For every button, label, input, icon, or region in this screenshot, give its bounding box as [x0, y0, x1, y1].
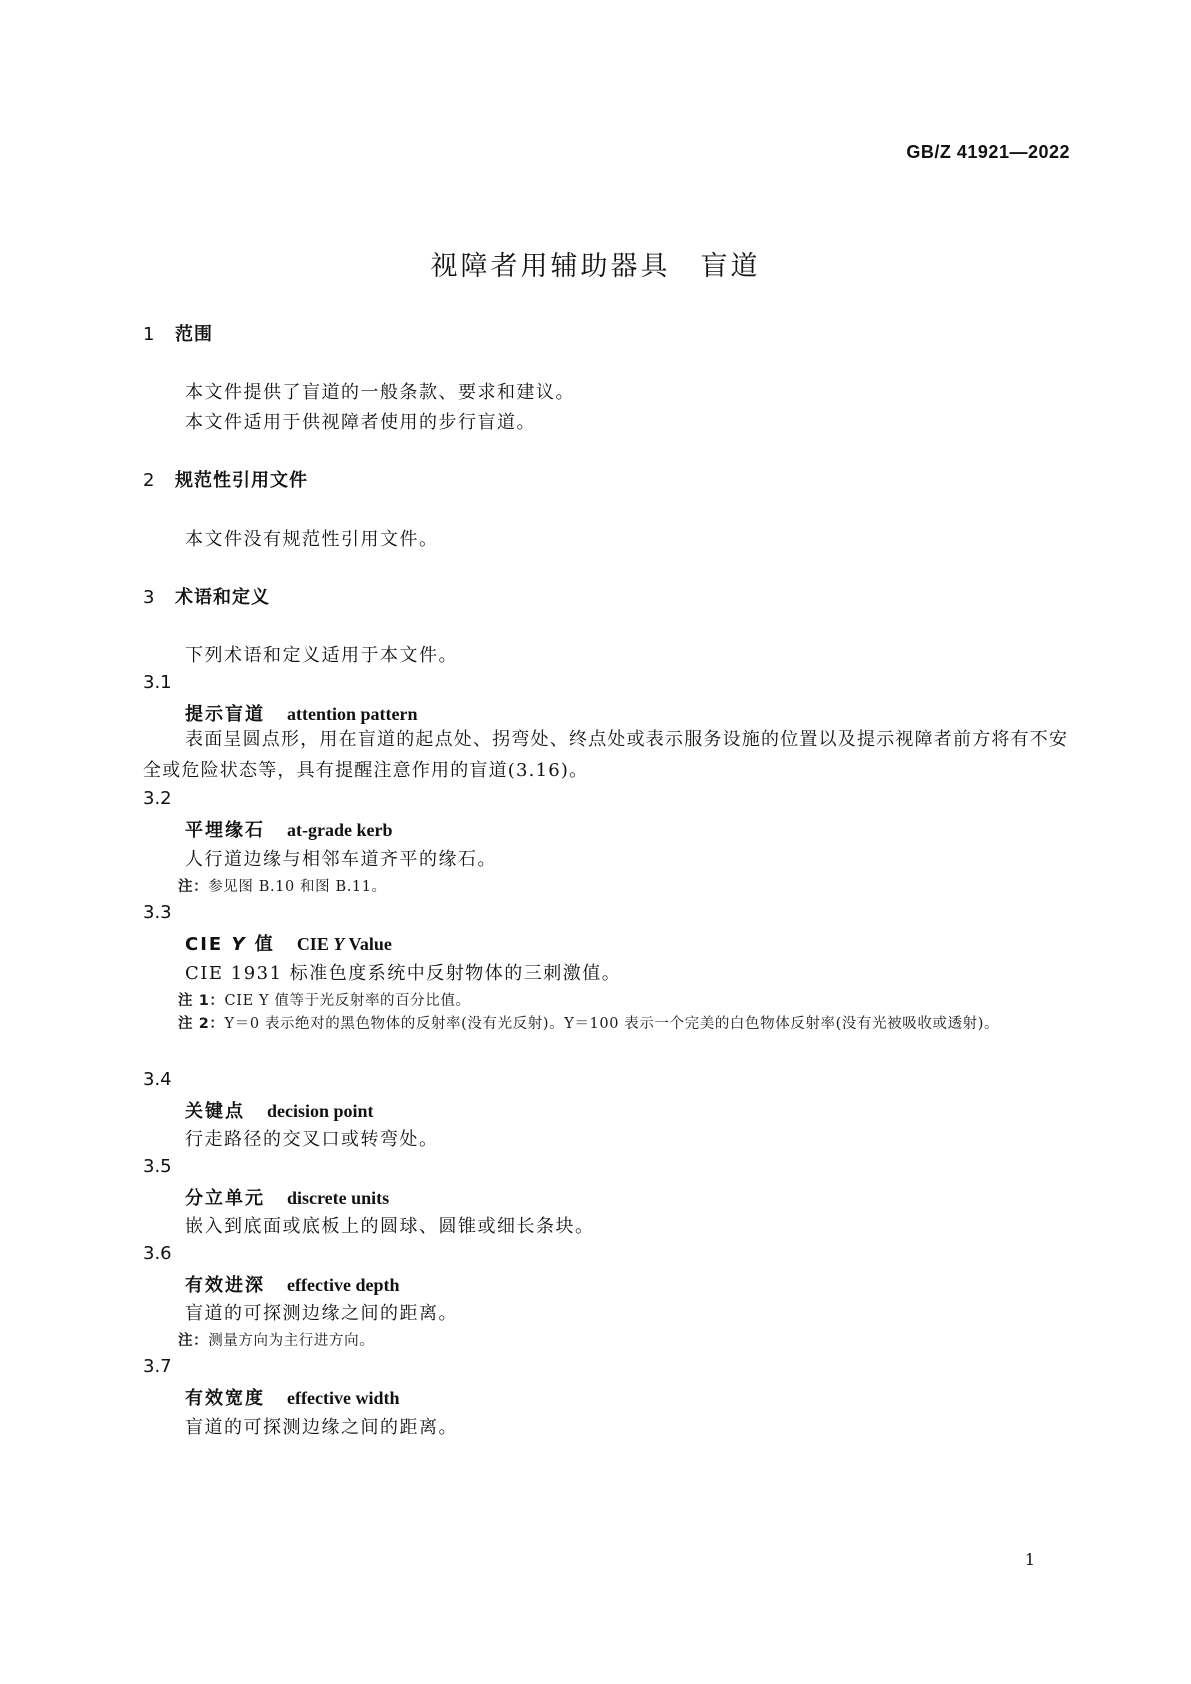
term-en: effective depth	[287, 1275, 400, 1295]
terms-intro: 下列术语和定义适用于本文件。	[185, 645, 458, 666]
clause-number: 3.1	[143, 672, 172, 693]
term-definition: 嵌入到底面或底板上的圆球、圆锥或细长条块。	[185, 1216, 595, 1237]
section-heading-normative	[143, 466, 308, 492]
term-en: effective width	[287, 1388, 400, 1408]
term-en: decision point	[267, 1101, 374, 1121]
term-note-1	[178, 989, 471, 1010]
section-number: 2	[143, 470, 156, 491]
term-zh-part: 值	[246, 934, 275, 955]
clause-number: 3.6	[143, 1243, 172, 1264]
term-heading	[185, 700, 417, 726]
standard-number: GB/Z 41921—2022	[906, 142, 1070, 162]
term-heading	[185, 1384, 399, 1410]
section-heading-terms	[143, 583, 270, 609]
term-heading	[185, 816, 392, 842]
term-zh-italic: Y	[231, 934, 247, 955]
term-en-part: CIE	[296, 934, 334, 954]
term-note	[178, 1329, 374, 1350]
scope-paragraph-2: 本文件适用于供视障者使用的步行盲道。	[185, 412, 536, 433]
term-en: discrete units	[287, 1188, 390, 1208]
section-title: 规范性引用文件	[175, 470, 308, 491]
term-zh: 分立单元	[185, 1188, 265, 1209]
normative-paragraph: 本文件没有规范性引用文件。	[185, 529, 439, 550]
note-text: 测量方向为主行进方向。	[208, 1333, 375, 1349]
note-text: Y＝0 表示绝对的黑色物体的反射率(没有光反射)。Y＝100 表示一个完美的白色物体反射率(没有光被吸收或透射)。	[224, 1016, 1000, 1032]
note-label: 注 2：	[178, 1016, 225, 1032]
clause-number: 3.4	[143, 1069, 172, 1090]
clause-number: 3.5	[143, 1156, 172, 1177]
term-definition: 盲道的可探测边缘之间的距离。	[185, 1417, 458, 1438]
section-title: 术语和定义	[175, 587, 270, 608]
term-definition: 盲道的可探测边缘之间的距离。	[185, 1303, 458, 1324]
note-text: 参见图 B.10 和图 B.11。	[208, 879, 387, 895]
section-number: 3	[143, 587, 156, 608]
term-definition: 表面呈圆点形，用在盲道的起点处、拐弯处、终点处或表示服务设施的位置以及提示视障者前方将有不安全或危险状态等，具有提醒注意作用的盲道(3.16)。	[143, 729, 1069, 781]
clause-number: 3.3	[143, 902, 172, 923]
term-definition: 行走路径的交叉口或转弯处。	[185, 1129, 439, 1150]
note-label: 注：	[178, 1333, 209, 1349]
clause-number: 3.7	[143, 1356, 172, 1377]
term-en-italic: Y	[333, 934, 345, 954]
term-en: at-grade kerb	[287, 820, 393, 840]
term-zh: 有效宽度	[185, 1388, 265, 1409]
note-label: 注 1：	[178, 993, 225, 1009]
term-zh: 关键点	[185, 1101, 245, 1122]
term-heading	[185, 1271, 399, 1297]
scope-paragraph-1: 本文件提供了盲道的一般条款、要求和建议。	[185, 382, 575, 403]
section-heading-scope	[143, 320, 213, 346]
section-title: 范围	[175, 324, 213, 345]
page-number: 1	[1024, 1550, 1035, 1569]
term-zh-part: CIE	[185, 934, 232, 955]
term-en-part: Value	[344, 934, 392, 954]
term-note-2	[178, 1011, 1123, 1038]
term-heading	[185, 1184, 389, 1210]
term-heading	[185, 1097, 374, 1123]
clause-number: 3.2	[143, 788, 172, 809]
note-label: 注：	[178, 879, 209, 895]
term-zh: 平埋缘石	[185, 820, 265, 841]
note-text: CIE Y 值等于光反射率的百分比值。	[224, 993, 471, 1009]
term-definition: 人行道边缘与相邻车道齐平的缘石。	[185, 849, 497, 870]
term-en	[297, 934, 392, 954]
term-zh	[185, 934, 275, 955]
term-definition: CIE 1931 标准色度系统中反射物体的三刺激值。	[185, 963, 622, 984]
document-title: 视障者用辅助器具 盲道	[430, 251, 761, 282]
term-zh: 提示盲道	[185, 704, 265, 725]
term-en: attention pattern	[287, 704, 418, 724]
section-number: 1	[143, 324, 156, 345]
term-heading	[185, 930, 392, 956]
term-note	[178, 875, 387, 896]
term-zh: 有效进深	[185, 1275, 265, 1296]
